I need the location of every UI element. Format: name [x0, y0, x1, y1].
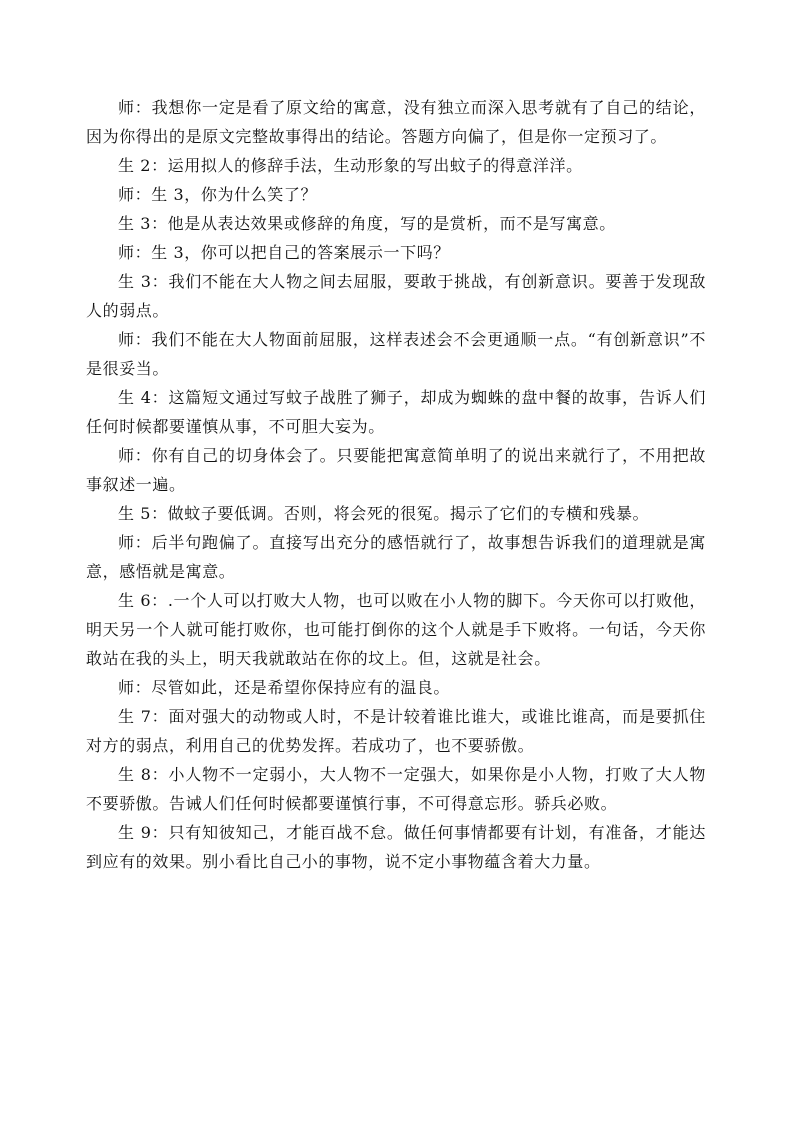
- paragraph-student-5: 生 5：做蚊子要低调。否则，将会死的很冤。揭示了它们的专横和残暴。: [118, 504, 650, 523]
- paragraph-teacher-feedback: 师：我们不能在大人物面前屈服，这样表述会不会更通顺一点。“有创新意识”不是很妥当。: [86, 330, 706, 378]
- paragraph-teacher-comment: 师：我想你一定是看了原文给的寓意，没有独立而深入思考就有了自己的结论，因为你得出的是原文完整故事得出的结论。答题方向偏了，但是你一定预习了。: [86, 98, 706, 146]
- paragraph-teacher-feedback-3: 师：后半句跑偏了。直接写出充分的感悟就行了，故事想告诉我们的道理就是寓意，感悟就是寓意。: [86, 533, 706, 581]
- paragraph-student-4: 生 4：这篇短文通过写蚊子战胜了狮子，却成为蜘蛛的盘中餐的故事，告诉人们任何时候都要谨慎从事，不可胆大妄为。: [86, 388, 706, 436]
- paragraph-student-9: 生 9：只有知彼知己，才能百战不怠。做任何事情都要有计划，有准备，才能达到应有的效果。别小看比自己小的事物，说不定小事物蕴含着大力量。: [86, 823, 706, 871]
- paragraph-student-8: 生 8：小人物不一定弱小，大人物不一定强大，如果你是小人物，打败了大人物不要骄傲。告诫人们任何时候都要谨慎行事，不可得意忘形。骄兵必败。: [86, 765, 706, 813]
- paragraph-student-3-response: 生 3：我们不能在大人物之间去屈服，要敢于挑战，有创新意识。要善于发现敌人的弱点。: [86, 272, 706, 320]
- paragraph-student-2: 生 2：运用拟人的修辞手法，生动形象的写出蚊子的得意洋洋。: [118, 156, 583, 175]
- paragraph-student-3-answer: 生 3：他是从表达效果或修辞的角度，写的是赏析，而不是写寓意。: [118, 214, 616, 233]
- document-body: [86, 93, 706, 876]
- paragraph-student-6: 生 6：.一个人可以打败大人物，也可以败在小人物的脚下。今天你可以打败他，明天另一个人就可能打败你，也可能打倒你的这个人就是手下败将。一句话，今天你敢站在我的头上，明天我就敢站在你的坟上。但，这就是社会。: [86, 591, 706, 668]
- paragraph-teacher-question: 师：生 3，你为什么笑了？: [118, 185, 318, 204]
- paragraph-teacher-request: 师：生 3，你可以把自己的答案展示一下吗？: [118, 243, 450, 262]
- paragraph-teacher-feedback-2: 师：你有自己的切身体会了。只要能把寓意简单明了的说出来就行了，不用把故事叙述一遍。: [86, 446, 706, 494]
- paragraph-student-7: 生 7：面对强大的动物或人时，不是计较着谁比谁大，或谁比谁高，而是要抓住对方的弱点，利用自己的优势发挥。若成功了，也不要骄傲。: [86, 707, 706, 755]
- paragraph-teacher-feedback-4: 师：尽管如此，还是希望你保持应有的温良。: [118, 678, 451, 697]
